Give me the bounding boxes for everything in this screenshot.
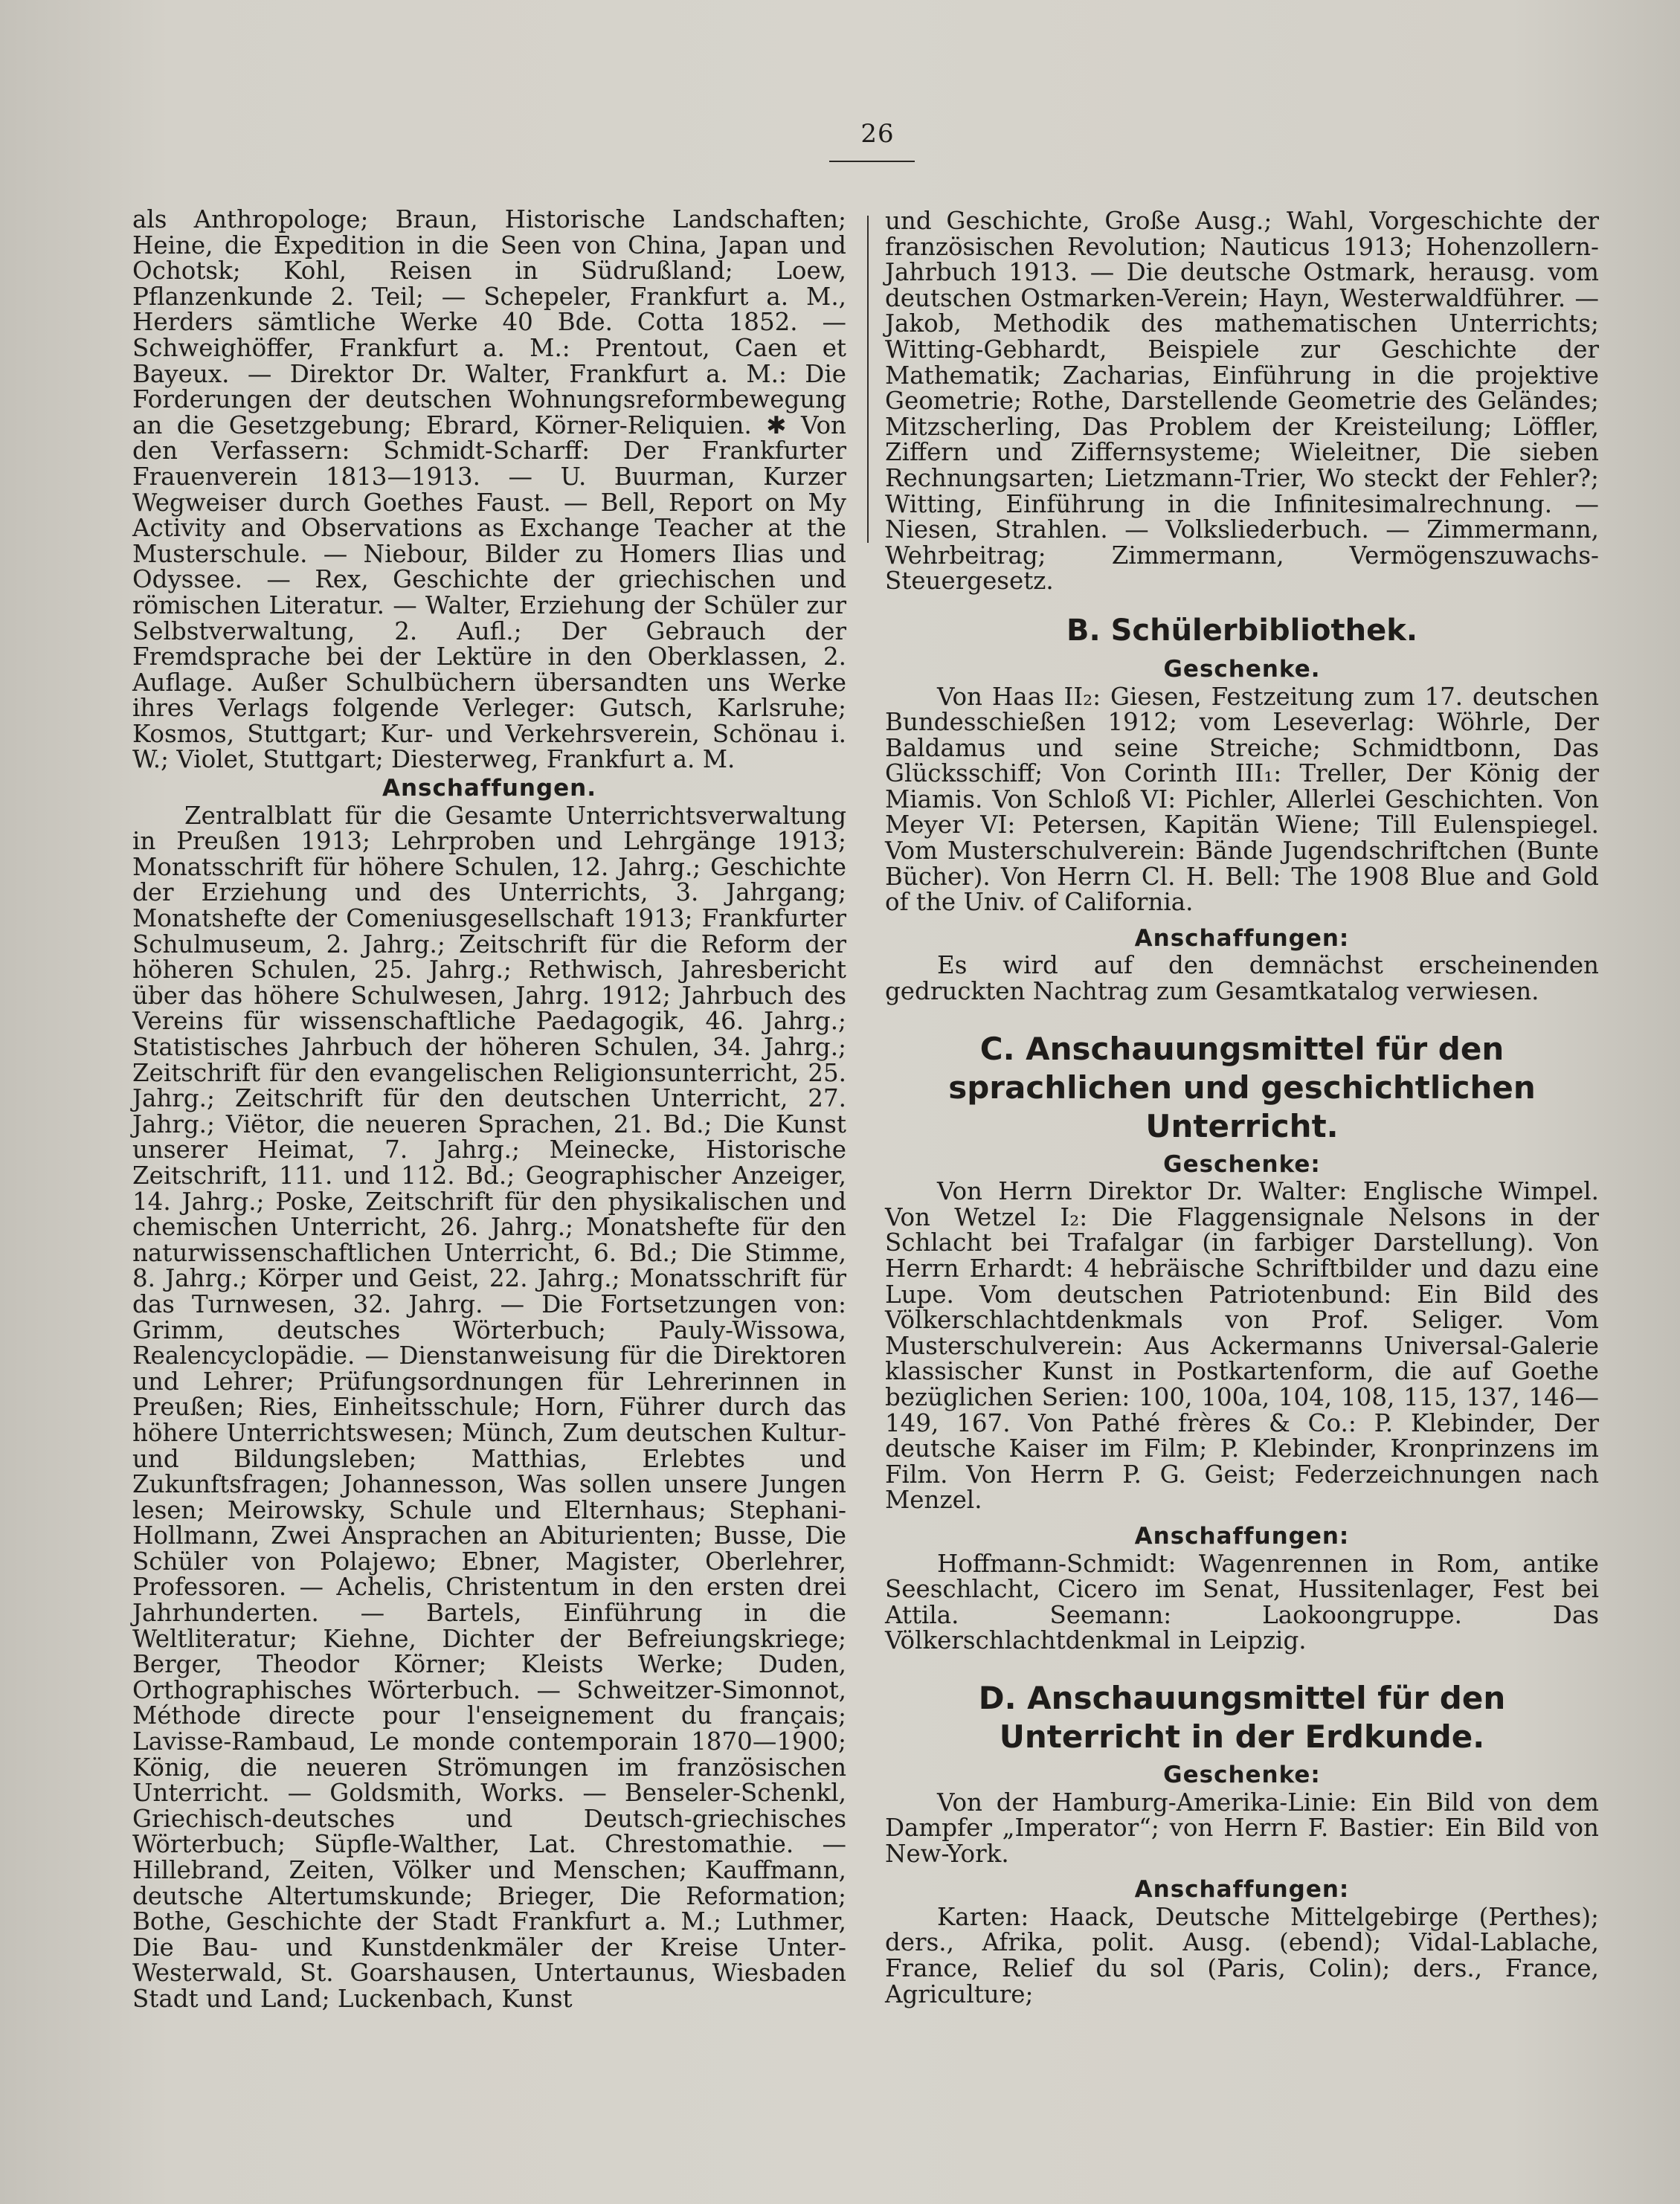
section-d-gifts-paragraph: Von der Hamburg-Amerika-Linie: Ein Bild von dem Dampfer „Imperator“; von Herrn F. Bastier: Ein Bild von New-York. (885, 1788, 1599, 1868)
page-number-rule (829, 161, 915, 162)
section-b-title: B. Schülerbibliothek. (1066, 613, 1418, 648)
section-c-title: C. Anschauungsmittel für den sprachlichen und geschichtlichen Unterricht. (948, 1030, 1536, 1144)
section-c-acquisitions-paragraph: Hoffmann-Schmidt: Wagenrennen in Rom, antike Seeschlacht, Cicero im Senat, Hussitenlager, Fest bei Attila. Seemann: Laokoongruppe. Das Völkerschlachtdenkmal in Leipzig. (885, 1549, 1599, 1655)
section-b-geschenke: Geschenke. (1163, 655, 1321, 683)
section-d-title: D. Anschauungsmittel für den Unterricht in der Erdkunde. (978, 1679, 1506, 1755)
section-b-gifts-paragraph: Von Haas II₂: Giesen, Festzeitung zum 17. deutschen Bundesschießen 1912; vom Leseverlag: Wöhrle, Der Baldamus und seine Streiche; Schmidtbonn, Das Glücksschiff; Von Corinth III₁: Treller, Der König der Miamis. Von Schloß VI: Pichler, Allerlei Geschichten. Von Meyer VI: Petersen, Kapitän Wiene; Till Eulenspiegel. Vom Musterschulverein: Bände Jugendschriftchen (Bunte Bücher). Von Herrn Cl. H. Bell: The 1908 Blue and Gold of the Univ. of California. (885, 682, 1599, 917)
page-number: 26 (860, 119, 895, 149)
section-b-anschaffungen: Anschaffungen: (1134, 924, 1350, 952)
column-divider (867, 216, 869, 543)
section-c-geschenke: Geschenke: (1163, 1150, 1321, 1178)
right-column (885, 208, 1599, 2007)
section-d-anschaffungen: Anschaffungen: (1134, 1876, 1350, 1904)
section-c-gifts-paragraph: Von Herrn Direktor Dr. Walter: Englische Wimpel. Von Wetzel I₂: Die Flaggensignale Nelsons in der Schlacht bei Trafalgar (in farbiger Darstellung). Von Herrn Erhardt: 4 hebräische Schriftbilder und dazu eine Lupe. Vom deutschen Patriotenbund: Ein Bild des Völkerschlachtdenkmals von Prof. Seliger. Vom Musterschulverein: Aus Ackermanns Universal-Galerie klassischer Kunst in Postkartenform, die auf Goethe bezüglichen Serien: 100, 100a, 104, 108, 115, 137, 146—149, 167. Von Pathé frères & Co.: P. Klebinder, Der deutsche Kaiser im Film; P. Klebinder, Kronprinzens im Film. Von Herrn P. G. Geist; Federzeichnungen nach Menzel. (885, 1177, 1599, 1515)
section-d-geschenke: Geschenke: (1163, 1761, 1321, 1788)
section-b-acquisitions-paragraph: Es wird auf den demnächst erscheinenden gedruckten Nachtrag zum Gesamtkatalog verwiesen. (885, 951, 1599, 1006)
section-d-acquisitions-paragraph: Karten: Haack, Deutsche Mittelgebirge (Perthes); ders., Afrika, polit. Ausg. (ebend); Vidal-Lablache, France, Relief du sol (Paris, Colin); ders., France, Agriculture; (885, 1902, 1599, 2008)
left-paragraph-acquisitions: Zentralblatt für die Gesamte Unterrichtsverwaltung in Preußen 1913; Lehrproben und Lehrgänge 1913; Monatsschrift für höhere Schulen, 12. Jahrg.; Geschichte der Erziehung und des Unterrichts, 3. Jahrgang; Monatshefte der Comeniusgesellschaft 1913; Frankfurter Schulmuseum, 2. Jahrg.; Zeitschrift für die Reform der höheren Schulen, 25. Jahrg.; Rethwisch, Jahresbericht über das höhere Schulwesen, Jahrg. 1912; Jahrbuch des Vereins für wissenschaftliche Paedagogik, 46. Jahrg.; Statistisches Jahrbuch der höheren Schulen, 34. Jahrg.; Zeitschrift für den evangelischen Religionsunterricht, 25. Jahrg.; Zeitschrift für den deutschen Unterricht, 27. Jahrg.; Viëtor, die neueren Sprachen, 21. Bd.; Die Kunst unserer Heimat, 7. Jahrg.; Meinecke, Historische Zeitschrift, 111. und 112. Bd.; Geographischer Anzeiger, 14. Jahrg.; Poske, Zeitschrift für den physikalischen und chemischen Unterricht, 26. Jahrg.; Monatshefte für den naturwissenschaftlichen Unterricht, 6. Bd.; Die Stimme, 8. Jahrg.; Körper und Geist, 22. Jahrg.; Monatsschrift für das Turnwesen, 32. Jahrg. — Die Fortsetzungen von: Grimm, deutsches Wörterbuch; Pauly-Wissowa, Realencyclopädie. — Dienstanweisung für die Direktoren und Lehrer; Prüfungsordnungen für Lehrerinnen in Preußen; Ries, Einheitsschule; Horn, Führer durch das höhere Unterrichtswesen; Münch, Zum deutschen Kultur- und Bildungsleben; Matthias, Erlebtes und Zukunftsfragen; Johannesson, Was sollen unsere Jungen lesen; Meirowsky, Schule und Elternhaus; Stephani-Hollmann, Zwei Ansprachen an Abiturienten; Busse, Die Schüler von Polajewo; Ebner, Magister, Oberlehrer, Professoren. — Achelis, Christentum in den ersten drei Jahrhunderten. — Bartels, Einführung in die Weltliteratur; Kiehne, Dichter der Befreiungskriege; Berger, Theodor Körner; Kleists Werke; Duden, Orthographisches Wörterbuch. — Schweitzer-Simonnot, Méthode directe pour l'enseignement du français; Lavisse-Rambaud, Le monde contemporain 1870—1900; König, die neueren Strömungen im französischen Unterricht. — Goldsmith, Works. — Benseler-Schenkl, Griechisch-deutsches und Deutsch-griechisches Wörterbuch; Süpfle-Walther, Lat. Chrestomathie. — Hillebrand, Zeiten, Völker und Menschen; Kauffmann, deutsche Altertumskunde; Brieger, Die Reformation; Bothe, Geschichte der Stadt Frankfurt a. M.; Luthmer, Die Bau- und Kunstdenkmäler der Kreise Unter-Westerwald, St. Goarshausen, Untertaunus, Wiesbaden Stadt und Land; Luckenbach, Kunst (132, 801, 846, 2013)
left-heading-anschaffungen: Anschaffungen. (382, 775, 597, 802)
right-paragraph-continued: und Geschichte, Große Ausg.; Wahl, Vorgeschichte der französischen Revolution; Nauticus 1913; Hohenzollern-Jahrbuch 1913. — Die deutsche Ostmark, herausg. vom deutschen Ostmarken-Verein; Hayn, Westerwaldführer. — Jakob, Methodik des mathematischen Unterrichts; Witting-Gebhardt, Beispiele zur Geschichte der Mathematik; Zacharias, Einführung in die projektive Geometrie; Rothe, Darstellende Geometrie des Geländes; Mitzscherling, Das Problem der Kreisteilung; Löffler, Ziffern und Ziffernsysteme; Wieleitner, Die sieben Rechnungsarten; Lietzmann-Trier, Wo steckt der Fehler?; Witting, Einführung in die Infinitesimalrechnung. — Niesen, Strahlen. — Volksliederbuch. — Zimmermann, Wehrbeitrag; Zimmermann, Vermögenszuwachs-Steuergesetz. (885, 207, 1599, 596)
section-c-anschaffungen: Anschaffungen: (1134, 1522, 1350, 1550)
left-column (132, 207, 846, 2012)
left-paragraph-donations: als Anthropologe; Braun, Historische Landschaften; Heine, die Expedition in die Seen von China, Japan und Ochotsk; Kohl, Reisen in Südrußland; Loew, Pflanzenkunde 2. Teil; — Schepeler, Frankfurt a. M., Herders sämtliche Werke 40 Bde. Cotta 1852. — Schweighöffer, Frankfurt a. M.: Prentout, Caen et Bayeux. — Direktor Dr. Walter, Frankfurt a. M.: Die Forderungen der deutschen Wohnungsreformbewegung an die Gesetzgebung; Ebrard, Körner-Reliquien. ✱ Von den Verfassern: Schmidt-Scharff: Der Frankfurter Frauenverein 1813—1913. — U. Buurman, Kurzer Wegweiser durch Goethes Faust. — Bell, Report on My Activity and Observations as Exchange Teacher at the Musterschule. — Niebour, Bilder zu Homers Ilias und Odyssee. — Rex, Geschichte der griechischen und römischen Literatur. — Walter, Erziehung der Schüler zur Selbstverwaltung, 2. Aufl.; Der Gebrauch der Fremdsprache bei der Lektüre in den Oberklassen, 2. Auflage. Außer Schulbüchern übersandten uns Werke ihres Verlags folgende Verleger: Gutsch, Karlsruhe; Kosmos, Stuttgart; Kur- und Verkehrsverein, Schönau i. W.; Violet, Stuttgart; Diesterweg, Frankfurt a. M. (132, 205, 846, 774)
